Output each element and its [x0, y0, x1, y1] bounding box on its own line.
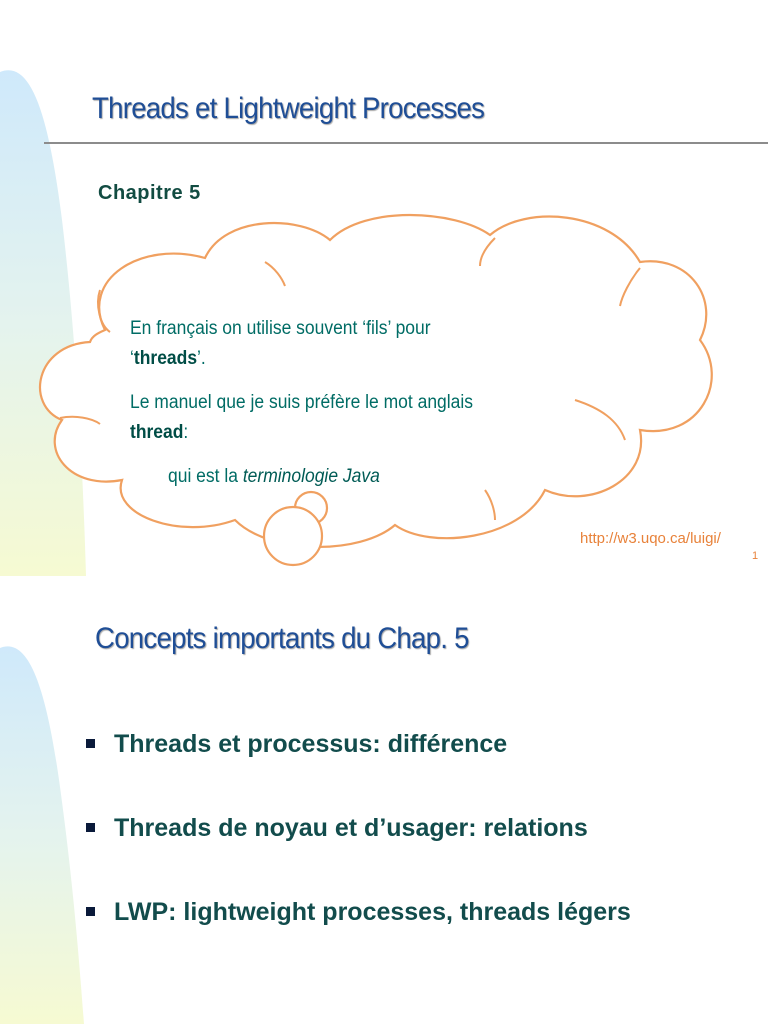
thread-term: thread — [130, 422, 184, 443]
bullet-text: Threads et processus: différence — [114, 730, 508, 758]
left-gradient-decoration — [0, 592, 110, 1024]
square-bullet-icon — [86, 823, 95, 832]
bullet-text: Threads de noyau et d’usager: relations — [114, 814, 588, 842]
slide-title: Concepts importants du Chap. 5 — [95, 622, 469, 655]
cloud-line-1: En français on utilise souvent ‘fils’ pour — [130, 318, 431, 339]
square-bullet-icon — [86, 739, 95, 748]
bullet-text: LWP: lightweight processes, threads légers — [114, 898, 631, 926]
page-number: 1 — [752, 550, 759, 562]
author-url[interactable]: http://w3.uqo.ca/luigi/ — [580, 530, 721, 547]
threads-term: threads — [133, 348, 198, 369]
slide-2 — [0, 592, 768, 1024]
cloud-line-2: ‘threads’. — [130, 348, 206, 369]
chapter-label: Chapitre 5 — [98, 182, 201, 204]
cloud-line-5: qui est la terminologie Java — [168, 466, 380, 487]
cloud-line-4: thread: — [130, 422, 189, 443]
java-terminology: terminologie Java — [242, 466, 380, 487]
cloud-line-3: Le manuel que je suis préfère le mot anglais — [130, 392, 474, 413]
square-bullet-icon — [86, 907, 95, 916]
slide-title: Threads et Lightweight Processes — [92, 92, 485, 125]
